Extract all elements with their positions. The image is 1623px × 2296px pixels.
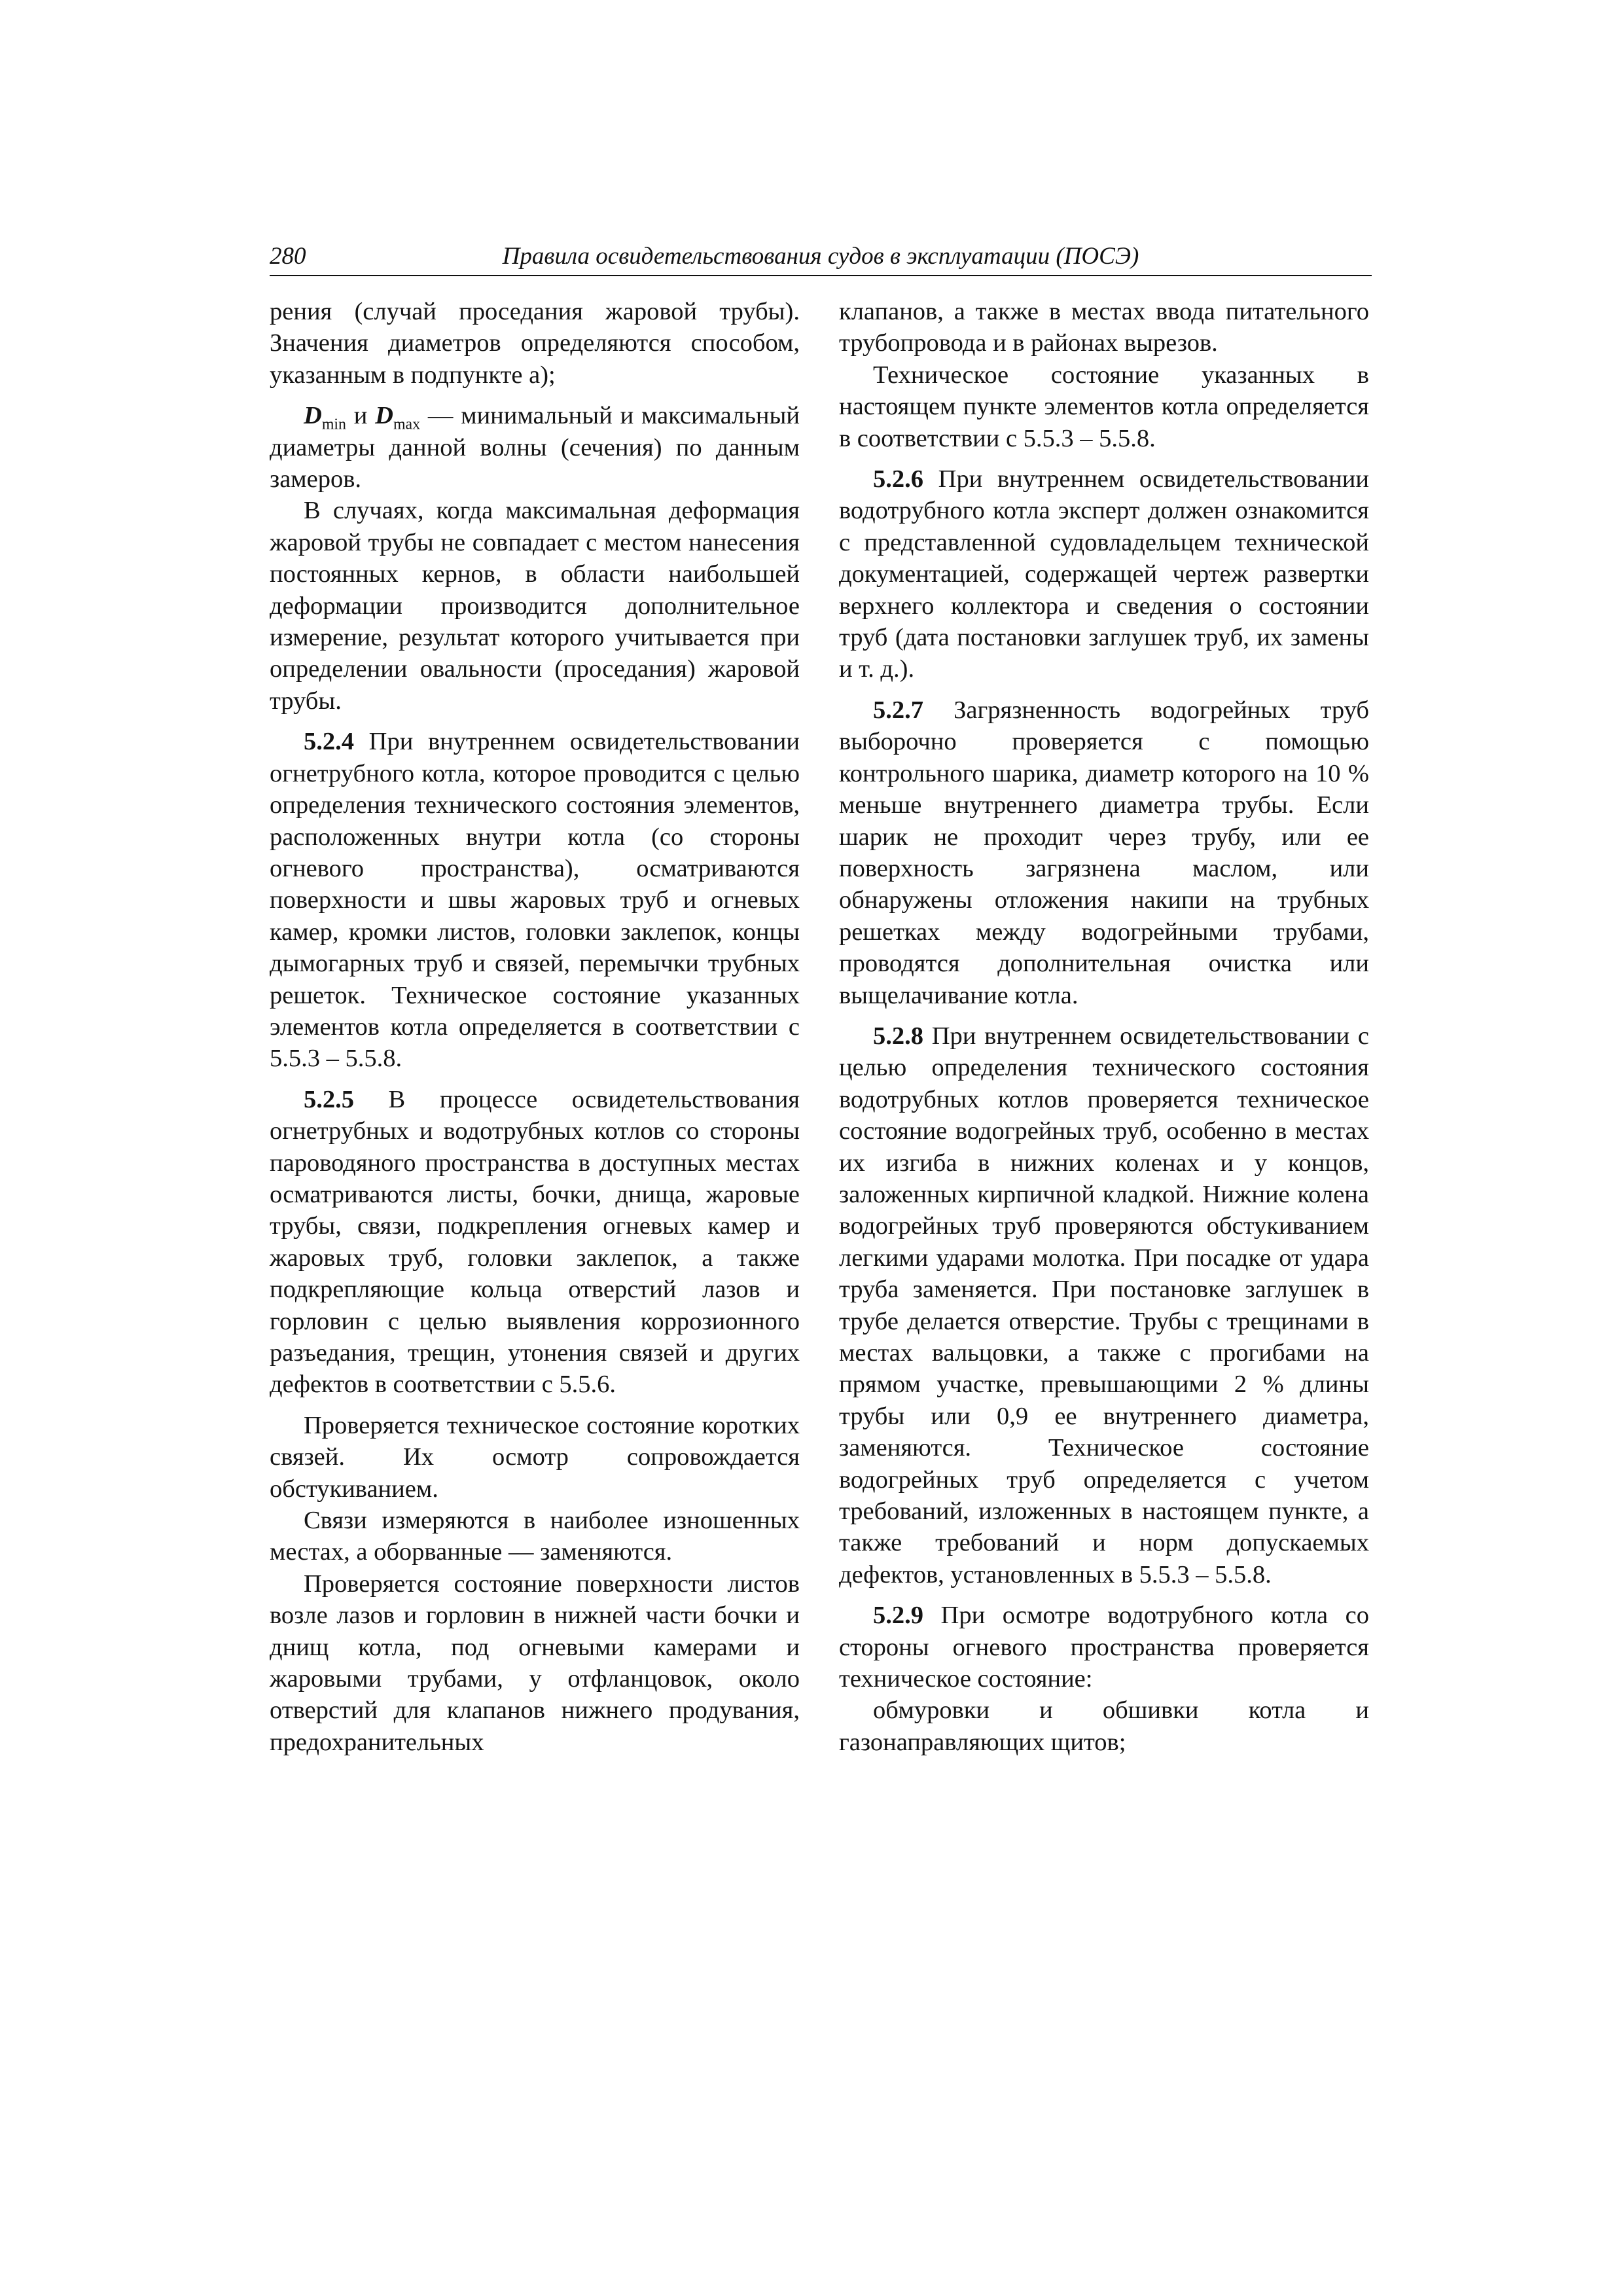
section-text: При осмотре водотрубного котла со стороны огневого пространства проверяется техническое состояние: (839, 1602, 1369, 1693)
paragraph: Проверяется техническое состояние коротких связей. Их осмотр сопровождается обстукиванием. (270, 1411, 800, 1503)
variable-d: D (304, 402, 322, 430)
section-number: 5.2.8 (873, 1022, 923, 1050)
section-5-2-6 (839, 463, 1369, 685)
list-item: обмуровки и обшивки котла и газонаправляющих щитов; (839, 1696, 1369, 1756)
section-number: 5.2.6 (873, 465, 923, 493)
paragraph-text: — минимальный и максимальный диаметры данной волны (сечения) по данным замеров. (270, 402, 800, 493)
section-number: 5.2.9 (873, 1602, 923, 1630)
section-number: 5.2.7 (873, 696, 923, 724)
paragraph: Проверяется состояние поверхности листов возле лазов и горловин в нижней части бочки и днищ котла, под огневыми камерами и жаровыми трубами, у отфланцовок, около отверстий для клапанов нижнего продувания, предохранительных (270, 1570, 800, 1756)
section-5-2-5 (270, 1084, 800, 1401)
section-5-2-9 (839, 1600, 1369, 1695)
paragraph: Техническое состояние указанных в настоящем пункте элементов котла определяется в соответствии с 5.5.3 – 5.5.8. (839, 361, 1369, 452)
page-number: 280 (270, 243, 306, 270)
section-5-2-4 (270, 726, 800, 1074)
left-column (270, 296, 800, 1758)
paragraph-dmin-dmax (270, 400, 800, 495)
running-header (270, 241, 1372, 276)
paragraph: рения (случай проседания жаровой трубы). Значения диаметров определяются способом, указанным в подпункте а); (270, 298, 800, 389)
running-title: Правила освидетельствования судов в эксплуатации (ПОСЭ) (502, 243, 1139, 270)
subscript-min: min (321, 416, 346, 433)
subscript-max: max (393, 416, 421, 433)
section-text: В процессе освидетельствования огнетрубных и водотрубных котлов со стороны пароводяного пространства в доступных местах осматриваются листы, бочки, днища, жаровые трубы, связи, подкрепления огневых камер и жаровых труб, головки заклепок, а также подкрепляющие кольца отверстий лазов и горловин с целью выявления коррозионного разъедания, трещин, утонения связей и других дефектов в соответствии с 5.5.6. (270, 1085, 800, 1399)
section-text: При внутреннем освидетельствовании водотрубного котла эксперт должен ознакомится с представленной судовладельцем технической документацией, содержащей чертеж развертки верхнего коллектора и сведения о состоянии труб (дата постановки заглушек труб, их замены и т. д.). (839, 465, 1369, 683)
paragraph: В случаях, когда максимальная деформация жаровой трубы не совпадает с местом нанесения постоянных кернов, в области наибольшей деформации производится дополнительное измерение, результат которого учитывается при определении овальности (проседания) жаровой трубы. (270, 497, 800, 715)
right-column (839, 296, 1369, 1758)
section-text: Загрязненность водогрейных труб выборочно проверяется с помощью контрольного шарика, диаметр которого на 10 % меньше внутреннего диаметра трубы. Если шарик не проходит через трубу, или ее поверхность загрязнена маслом, или обнаружены отложения накипи на трубных решетках между водогрейными трубами, проводятся дополнительная очистка или выщелачивание котла. (839, 696, 1369, 1009)
paragraph: Связи измеряются в наиболее изношенных местах, а оборванные — заменяются. (270, 1507, 800, 1566)
section-text: При внутреннем освидетельствовании огнетрубного котла, которое проводится с целью определения технического состояния элементов, расположенных внутри котла (со стороны огневого пространства), осматриваются поверхности и швы жаровых труб и огневых камер, кромки листов, головки заклепок, концы дымогарных труб и связей, перемычки трубных решеток. Техническое состояние указанных элементов котла определяется в соответствии с 5.5.3 – 5.5.8. (270, 728, 800, 1073)
paragraph: клапанов, а также в местах ввода питательного трубопровода и в районах вырезов. (839, 298, 1369, 357)
section-number: 5.2.5 (304, 1085, 354, 1113)
section-5-2-8 (839, 1020, 1369, 1590)
variable-d: D (375, 402, 393, 430)
section-text: При внутреннем освидетельствовании с целью определения технического состояния водотрубных котлов проверяется техническое состояние водогрейных труб, особенно в местах их изгиба в нижних коленах и у концов, заложенных кирпичной кладкой. Нижние колена водогрейных труб проверяются обстукиванием легкими ударами молотка. При посадке от удара труба заменяется. При постановке заглушек в трубе делается отверстие. Трубы с трещинами в местах вальцовки, а также с прогибами на прямом участке, превышающими 2 % длины трубы или 0,9 ее внутреннего диаметра, заменяются. Техническое состояние водогрейных труб определяется с учетом требований, изложенных в настоящем пункте, а также требований и норм допускаемых дефектов, установленных в 5.5.3 – 5.5.8. (839, 1022, 1369, 1588)
conjunction: и (346, 402, 376, 430)
section-5-2-7 (839, 694, 1369, 1011)
section-number: 5.2.4 (304, 728, 354, 756)
